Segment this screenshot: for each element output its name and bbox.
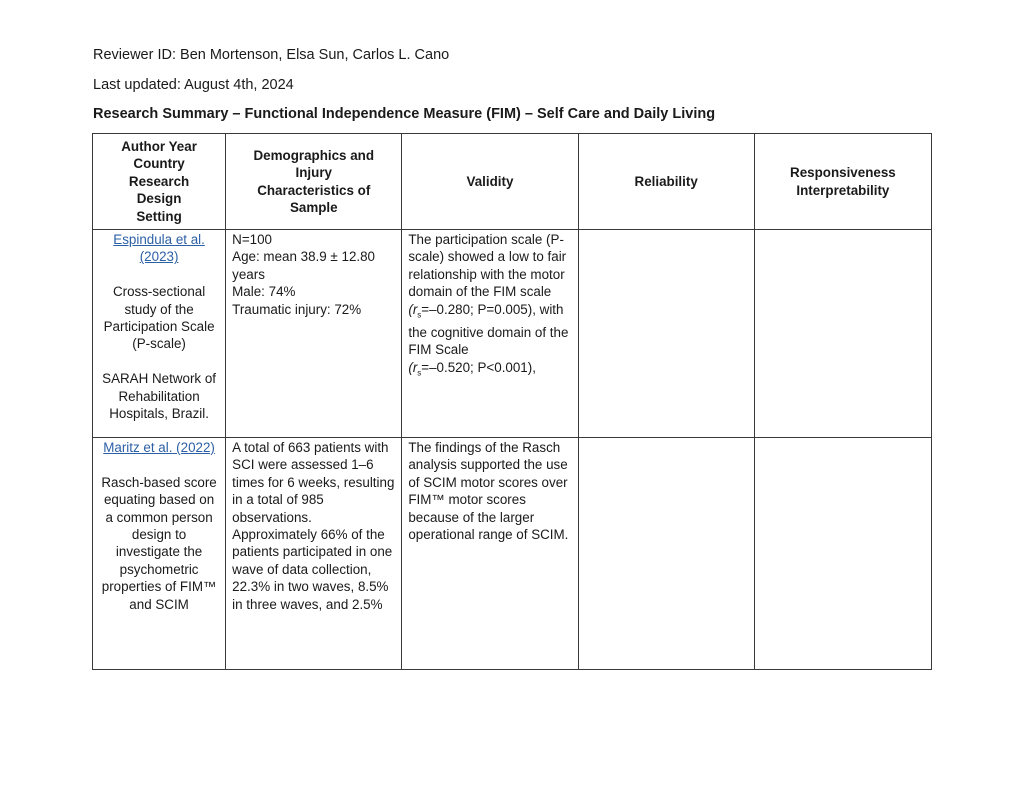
reviewer-line: Reviewer ID: Ben Mortenson, Elsa Sun, Carlos L. Cano (93, 47, 450, 63)
research-summary-table (92, 133, 932, 670)
reliability-cell (578, 230, 754, 438)
table-row (93, 230, 932, 438)
last-updated-line: Last updated: August 4th, 2024 (93, 77, 294, 93)
study-link[interactable]: Espindula et al. (2023) (113, 232, 205, 265)
study-cell (93, 438, 226, 670)
header-responsiveness: Responsiveness Interpretability (754, 134, 931, 230)
table-row (93, 438, 932, 670)
responsiveness-cell (754, 230, 931, 438)
study-cell (93, 230, 226, 438)
study-link[interactable]: Maritz et al. (2022) (103, 440, 215, 455)
header-reliability: Reliability (578, 134, 754, 230)
demographics-cell: A total of 663 patients with SCI were assessed 1–6 times for 6 weeks, resulting in a total of 985 observations. Approximately 66% of the patients participated in one wave of data collection, 22.3% in two waves, 8.5% in three waves, and 2.5% (226, 438, 402, 670)
table-header-row (93, 134, 932, 230)
header-author: Author Year Country Research Design Setting (93, 134, 226, 230)
study-setting: SARAH Network of Rehabilitation Hospitals, Brazil. (102, 371, 216, 422)
header-validity: Validity (402, 134, 578, 230)
study-design: Rasch-based score equating based on a common person design to investigate the psychometric properties of FIM™ and SCIM (101, 474, 217, 612)
header-demographics: Demographics and Injury Characteristics of Sample (226, 134, 402, 230)
document-title: Research Summary – Functional Independence Measure (FIM) – Self Care and Daily Living (93, 106, 716, 122)
reliability-cell (578, 438, 754, 670)
responsiveness-cell (754, 438, 931, 670)
demographics-cell: N=100 Age: mean 38.9 ± 12.80 years Male: 74% Traumatic injury: 72% (226, 230, 402, 438)
validity-cell: The participation scale (P-scale) showed a low to fair relationship with the motor domain of the FIM scale ($r_s=-0.280$; P=0.005), with the cognitive domain of the FIM Scale ($r_s=-0.520$; P<0.001), (402, 230, 578, 438)
study-design: Cross-sectional study of the Participation Scale (P-scale) (103, 284, 215, 352)
validity-cell: The findings of the Rasch analysis supported the use of SCIM motor scores over FIM™ motor scores because of the larger operational range of SCIM. (402, 438, 578, 670)
